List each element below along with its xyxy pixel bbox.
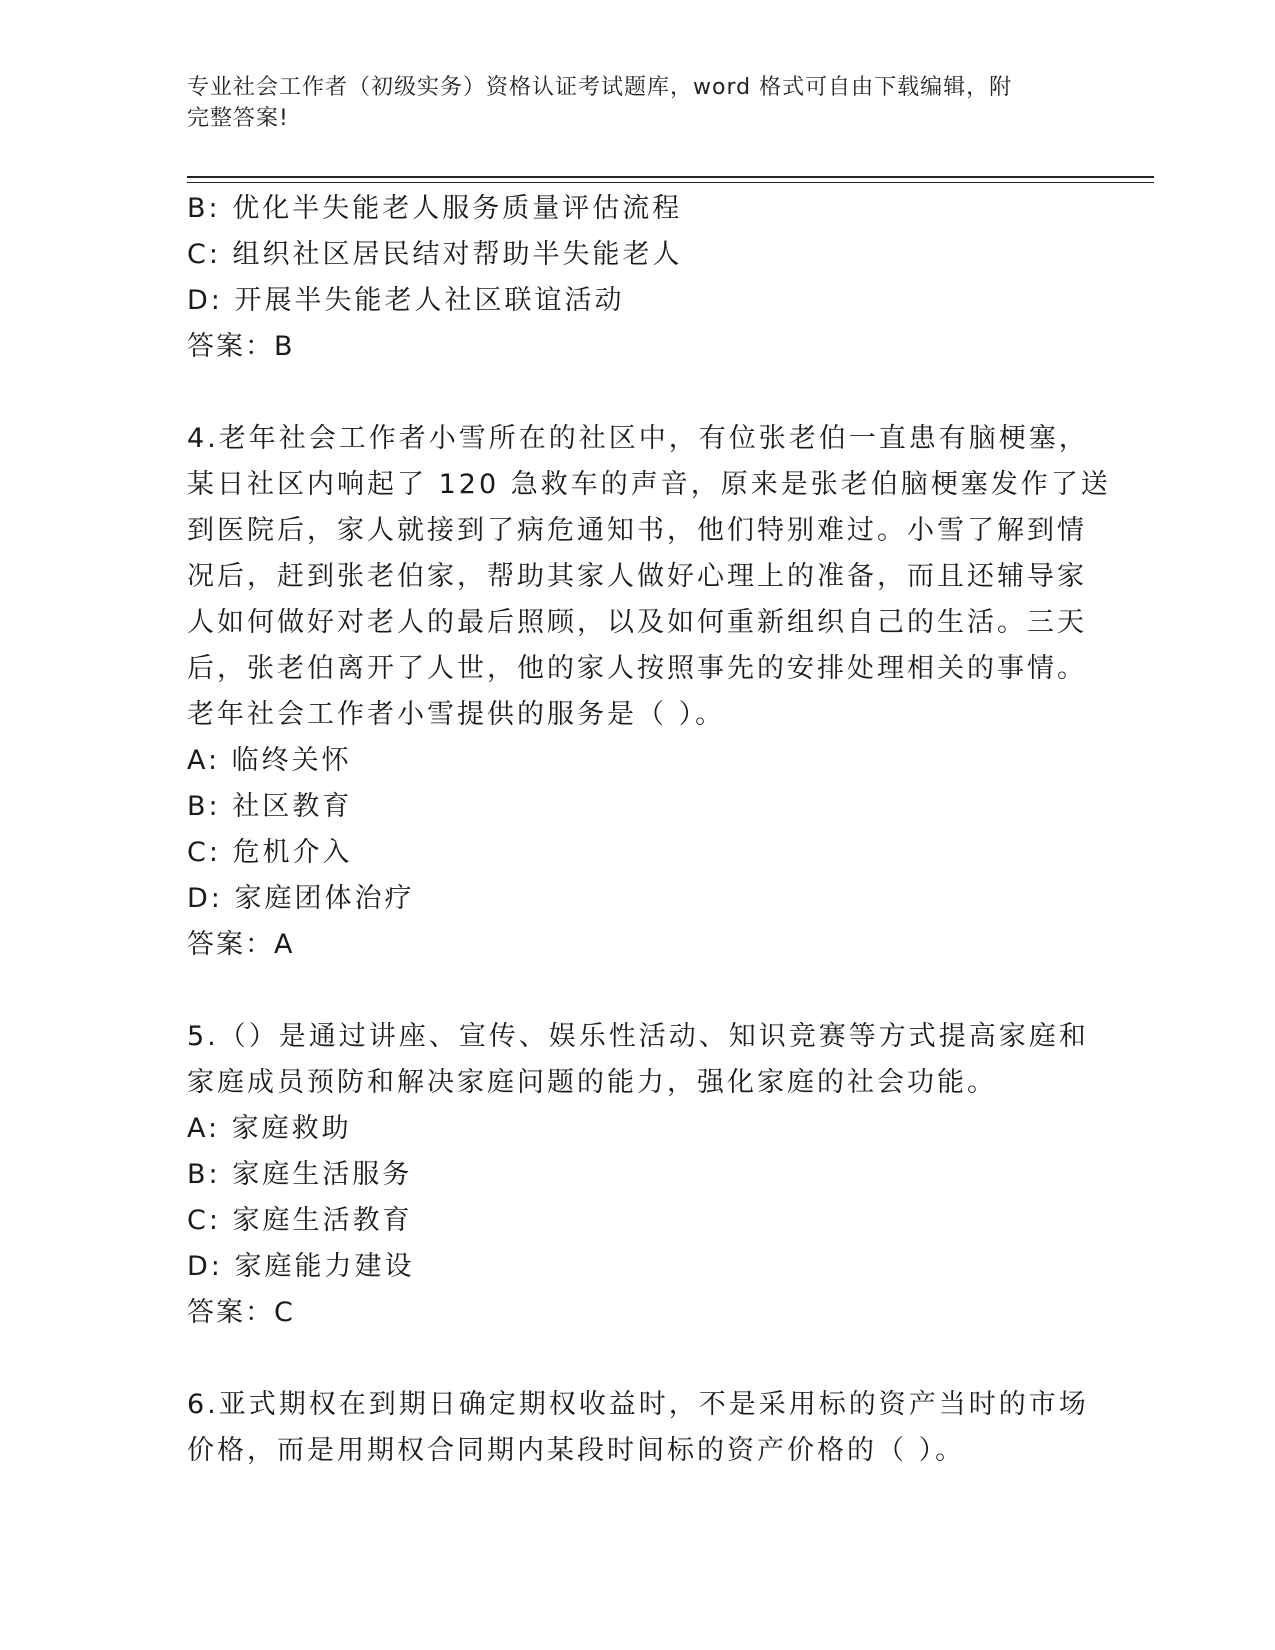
question-3 — [187, 186, 1067, 370]
q5-option-d: D: 家庭能力建设 — [187, 1251, 415, 1282]
q5-stem-line-1: 5.（）是通过讲座、宣传、娱乐性活动、知识竞赛等方式提高家庭和 — [187, 1021, 1089, 1052]
q3-option-c: C: 组织社区居民结对帮助半失能老人 — [187, 239, 683, 270]
q5-answer: 答案：C — [187, 1297, 295, 1328]
header-divider-thick — [187, 176, 1154, 178]
q4-stem-line-3: 到医院后，家人就接到了病危通知书，他们特别难过。小雪了解到情 — [187, 515, 1087, 546]
q5-option-a: A: 家庭救助 — [187, 1113, 352, 1144]
header-line-1: 专业社会工作者（初级实务）资格认证考试题库，word 格式可自由下载编辑，附 — [187, 75, 1013, 100]
question-body — [187, 186, 1111, 1474]
q4-option-d: D: 家庭团体治疗 — [187, 883, 415, 914]
q5-option-c: C: 家庭生活教育 — [187, 1205, 413, 1236]
q4-option-b: B: 社区教育 — [187, 791, 353, 822]
q4-stem-line-5: 人如何做好对老人的最后照顾，以及如何重新组织自己的生活。三天 — [187, 607, 1087, 638]
q4-stem-line-6: 后，张老伯离开了人世，他的家人按照事先的安排处理相关的事情。 — [187, 653, 1087, 684]
q6-stem-line-2: 价格，而是用期权合同期内某段时间标的资产价格的（ ）。 — [187, 1435, 966, 1466]
q5-stem-line-2: 家庭成员预防和解决家庭问题的能力，强化家庭的社会功能。 — [187, 1067, 997, 1098]
header-divider-thin — [187, 182, 1154, 183]
question-6 — [187, 1382, 1089, 1474]
q3-option-b: B: 优化半失能老人服务质量评估流程 — [187, 193, 683, 224]
q4-stem-line-2: 某日社区内响起了 120 急救车的声音，原来是张老伯脑梗塞发作了送 — [187, 469, 1111, 500]
question-5 — [187, 1014, 1089, 1336]
spacer — [187, 968, 1067, 1014]
header-line-2: 完整答案! — [187, 106, 289, 131]
q6-stem-line-1: 6.亚式期权在到期日确定期权收益时，不是采用标的资产当时的市场 — [187, 1389, 1089, 1420]
q4-answer: 答案：A — [187, 929, 295, 960]
q4-stem-line-7: 老年社会工作者小雪提供的服务是（ ）。 — [187, 699, 726, 730]
q5-option-b: B: 家庭生活服务 — [187, 1159, 413, 1190]
q3-option-d: D: 开展半失能老人社区联谊活动 — [187, 285, 625, 316]
spacer — [187, 370, 1067, 416]
q3-answer: 答案：B — [187, 331, 295, 362]
q4-stem-line-4: 况后，赶到张老伯家，帮助其家人做好心理上的准备，而且还辅导家 — [187, 561, 1087, 592]
spacer — [187, 1336, 1067, 1382]
page-header — [187, 72, 1067, 134]
q4-option-c: C: 危机介入 — [187, 837, 353, 868]
question-4 — [187, 416, 1111, 968]
q4-stem-line-1: 4.老年社会工作者小雪所在的社区中，有位张老伯一直患有脑梗塞， — [187, 423, 1089, 454]
q4-option-a: A: 临终关怀 — [187, 745, 352, 776]
